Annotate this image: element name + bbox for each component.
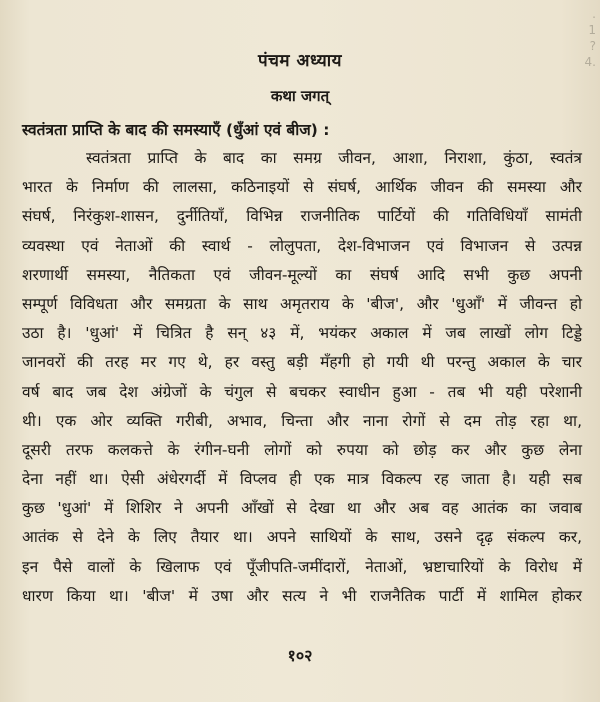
paragraph-line: सम्पूर्ण विविधता और समग्रता के साथ अमृतराय के 'बीज', और 'धुआँ' में जीवन्त हो (22, 294, 582, 313)
bleed-line: ? (589, 39, 596, 53)
chapter-title: पंचम अध्याय (257, 51, 343, 71)
paragraph-line: जानवरों की तरह मर गए थे, हर वस्तु बड़ी मँहगी हो गयी थी परन्तु अकाल के चार (22, 353, 582, 372)
page-number: १०२ (287, 646, 313, 665)
paragraph-line: व्यवस्था एवं नेताओं की स्वार्थ - लोलुपता, देश-विभाजन एवं विभाजन से उत्पन्न (22, 236, 582, 255)
bleed-line: . (592, 7, 596, 21)
paragraph-line: धारण किया था। 'बीज' में उषा और सत्य ने भी राजनैतिक पार्टी में शामिल होकर (22, 586, 582, 605)
bleed-line: 1 (588, 23, 596, 37)
paragraph-line: स्वतंत्रता प्राप्ति के बाद का समग्र जीवन, आशा, निराशा, कुंठा, स्वतंत्र (86, 149, 582, 167)
paragraph-line: उठा है। 'धुआं' में चित्रित है सन् ४३ में, भयंकर अकाल में जब लाखों लोग टिड्डे (22, 324, 582, 343)
paragraph-line: भारत के निर्माण की लालसा, कठिनाइयों से संघर्ष, आर्थिक जीवन की समस्या और (22, 178, 582, 197)
paragraph-line: वर्ष बाद जब देश अंग्रेजों के चंगुल से बचकर स्वाधीन हुआ - तब भी यही परेशानी (22, 382, 582, 401)
section-title: स्वतंत्रता प्राप्ति के बाद की समस्याएँ (धुँआं एवं बीज) : (22, 121, 330, 139)
paragraph-line: शरणार्थी समस्या, नैतिकता एवं जीवन-मूल्यों का संघर्ष आदि सभी कुछ अपनी (22, 265, 582, 284)
paragraph (22, 144, 582, 611)
paragraph-line: कुछ 'धुआं' में शिशिर ने अपनी आँखों से देखा था और अब वह आतंक का जवाब (22, 499, 582, 518)
paragraph-line: थी। एक ओर व्यक्ति गरीबी, अभाव, चिन्ता और नाना रोगों से दम तोड़ रहा था, (22, 411, 582, 430)
paragraph-line: संघर्ष, निरंकुश-शासन, दुर्नीतियाँ, विभिन्न राजनीतिक पार्टियों की गतिविधियाँ सामंती (22, 207, 582, 226)
paragraph-line: देना नहीं था। ऐसी अंधेरगर्दी में विप्लव ही एक मात्र विकल्प रह जाता है। यही सब (22, 470, 582, 489)
bleed-line: 4. (584, 55, 596, 69)
paragraph-line: आतंक से देने के लिए तैयार था। अपने साथियों के साथ, उसने दृढ़ संकल्प कर, (22, 528, 582, 547)
paragraph-line: दूसरी तरफ कलकत्ते के रंगीन-घनी लोगों को रुपया को छोड़ कर और कुछ लेना (22, 440, 582, 459)
section-subheading: कथा जगत् (270, 87, 330, 105)
paragraph-line: इन पैसे वालों के खिलाफ एवं पूँजीपति-जमींदारों, नेताओं, भ्रष्टाचारियों के विरोध में (22, 557, 582, 576)
